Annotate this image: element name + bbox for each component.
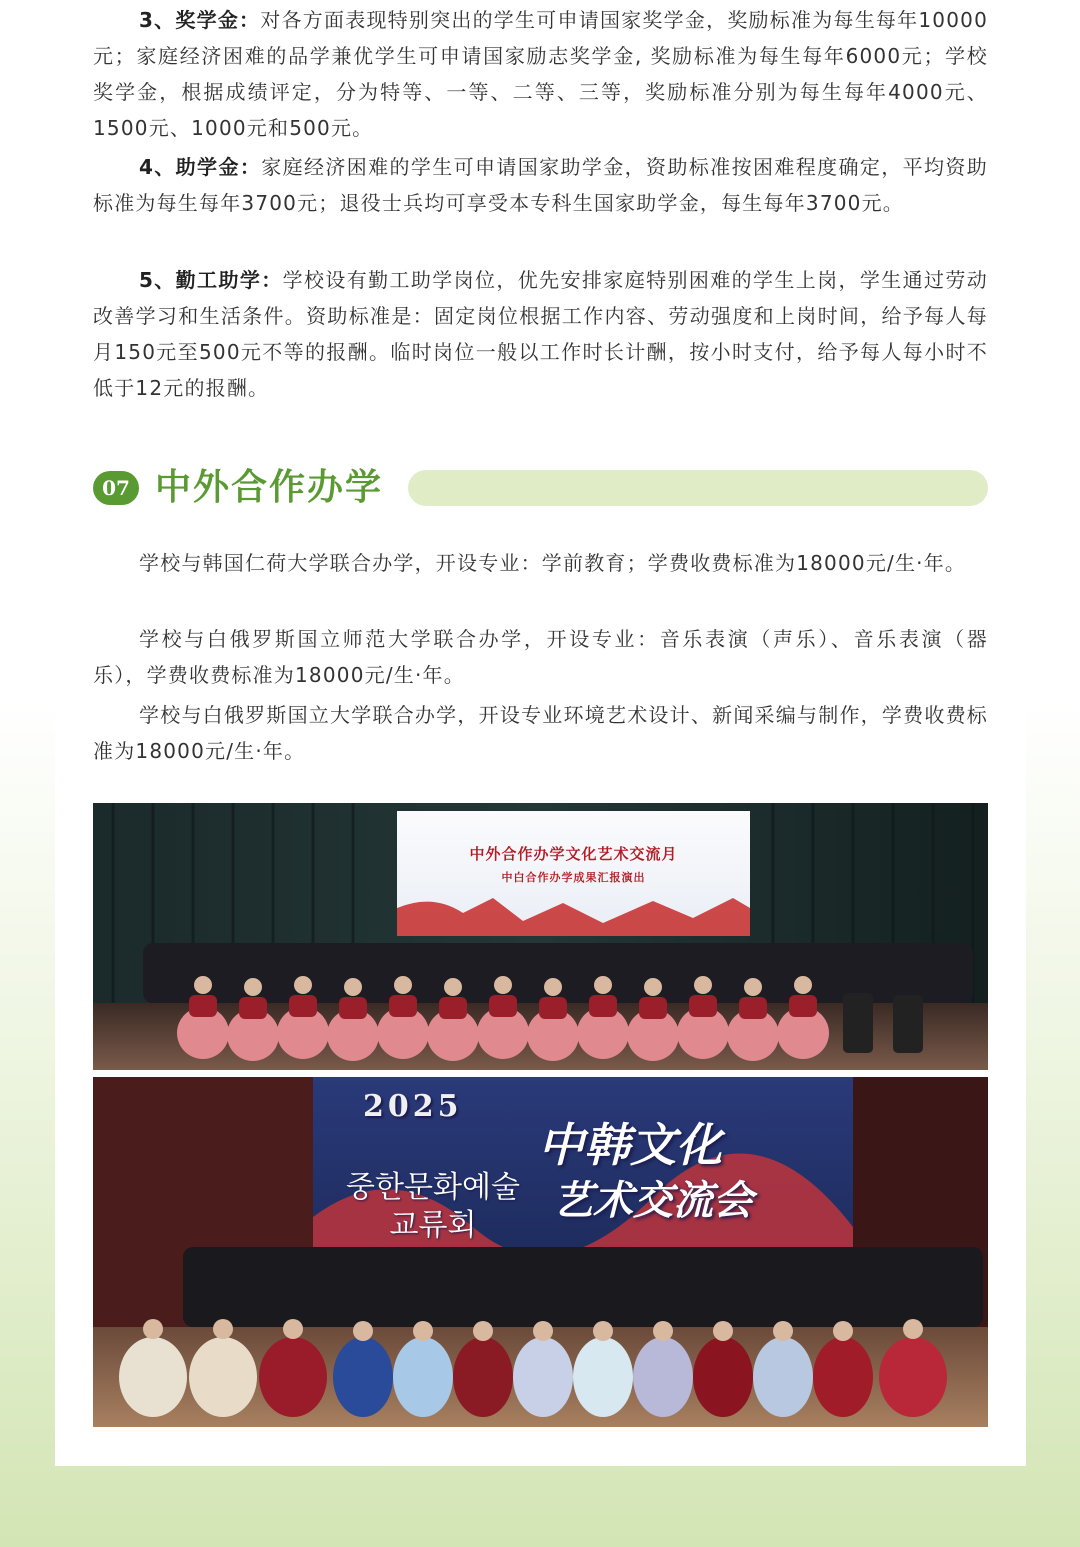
banner-subtitle: 中白合作办学成果汇报演出	[501, 871, 646, 884]
section-title: 中外合作办学	[155, 467, 384, 508]
section-header-bar	[408, 470, 988, 506]
work-study-lead: 5、勤工助学：	[139, 268, 283, 292]
group-photo-exchange-month	[93, 803, 988, 1070]
grant-text: 家庭经济困难的学生可申请国家助学金，资助标准按困难程度确定，平均资助标准为每生每年3700元；退役士兵均可享受本专科生国家助学金，每生每年3700元。	[93, 155, 988, 215]
grant-lead: 4、助学金：	[139, 155, 262, 179]
korean-title-line1: 중한문화예술	[346, 1170, 520, 1205]
work-study-paragraph	[93, 262, 988, 406]
section-number-badge: 07	[93, 471, 139, 505]
scholarship-text: 对各方面表现特别突出的学生可申请国家奖学金，奖励标准为每生每年10000元；家庭经济困难的品学兼优学生可申请国家励志奖学金, 奖励标准为每生每年6000元；学校奖学金，根据成绩评定，分为特等、一等、二等、三等，奖励标准分别为每生每年4000元、1500元、1000元和500元。	[93, 8, 988, 140]
belarus-state-program-paragraph: 学校与白俄罗斯国立大学联合办学，开设专业环境艺术设计、新闻采编与制作，学费收费标准为18000元/生·年。	[93, 703, 988, 763]
belarus-normal-program-paragraph: 学校与白俄罗斯国立师范大学联合办学，开设专业：音乐表演（声乐）、音乐表演（器乐），学费收费标准为18000元/生·年。	[93, 627, 988, 687]
korea-program-paragraph: 学校与韩国仁荷大学联合办学，开设专业：学前教育；学费收费标准为18000元/生·年。	[139, 551, 967, 575]
work-study-text: 学校设有勤工助学岗位，优先安排家庭特别困难的学生上岗，学生通过劳动改善学习和生活条件。资助标准是：固定岗位根据工作内容、劳动强度和上岗时间，给予每人每月150元至500元不等的报酬。临时岗位一般以工作时长计酬，按小时支付，给予每人每小时不低于12元的报酬。	[93, 268, 988, 400]
korean-title-line2: 교류회	[389, 1208, 477, 1243]
scholarship-paragraph	[93, 2, 988, 146]
chinese-title-line1: 中韩文化	[538, 1118, 722, 1172]
grant-paragraph	[93, 149, 988, 221]
group-photo-korea-exchange	[93, 1077, 988, 1427]
banner-title: 中外合作办学文化艺术交流月	[469, 845, 678, 863]
chinese-title-line2: 艺术交流会	[553, 1177, 753, 1224]
event-year: 2025	[363, 1089, 463, 1124]
scholarship-lead: 3、奖学金：	[139, 8, 261, 32]
